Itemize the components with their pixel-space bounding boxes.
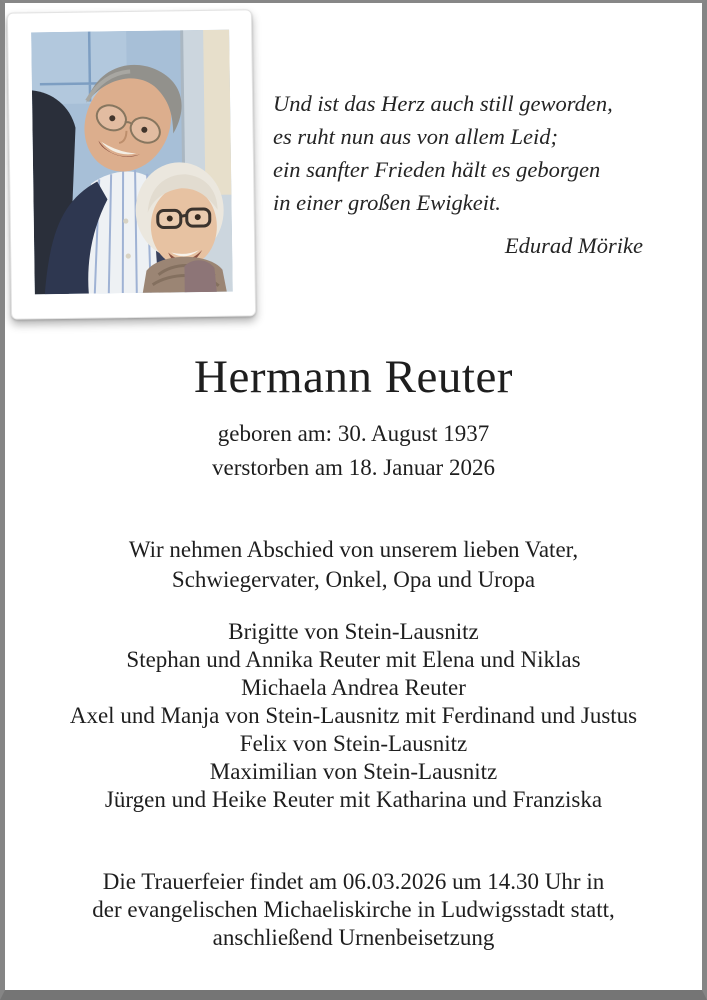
mourner-line: Brigitte von Stein-Lausnitz: [228, 619, 479, 644]
mourner-line: Axel und Manja von Stein-Lausnitz mit Ferdinand und Justus: [69, 703, 638, 728]
memorial-photo-illustration: [31, 30, 233, 295]
birth-date: geboren am: 30. August 1937: [217, 421, 490, 446]
poem-line: ein sanfter Frieden hält es geborgen: [273, 157, 601, 182]
deceased-name: Hermann Reuter: [194, 351, 513, 403]
poem-line: in einer großen Ewigkeit.: [273, 190, 501, 215]
farewell-line: Wir nehmen Abschied von unserem lieben Vater,: [128, 537, 579, 562]
mourner-line: Felix von Stein-Lausnitz: [239, 731, 468, 756]
farewell-line: Schwiegervater, Onkel, Opa und Uropa: [171, 567, 536, 592]
mourner-line: Stephan und Annika Reuter mit Elena und Niklas: [126, 647, 581, 672]
mourner-line: Jürgen und Heike Reuter mit Katharina und Franziska: [104, 787, 603, 812]
mourner-line: Maximilian von Stein-Lausnitz: [209, 759, 498, 784]
poem-attribution: Edurad Mörike: [504, 233, 643, 258]
memorial-photo: [7, 9, 256, 319]
mourner-line: Michaela Andrea Reuter: [241, 675, 466, 700]
funeral-service-info: [5, 868, 702, 952]
service-line: der evangelischen Michaeliskirche in Ludwigsstadt statt,: [92, 897, 615, 922]
service-line: anschließend Urnenbeisetzung: [212, 925, 495, 950]
mourners-list: [5, 618, 702, 814]
life-dates: [5, 417, 702, 485]
memorial-poem: [273, 87, 655, 262]
farewell-text: [5, 535, 702, 595]
death-date: verstorben am 18. Januar 2026: [212, 455, 495, 480]
poem-line: Und ist das Herz auch still geworden,: [273, 91, 613, 116]
service-line: Die Trauerfeier findet am 06.03.2026 um 14.30 Uhr in: [102, 869, 605, 894]
poem-line: es ruht nun aus von allem Leid;: [273, 124, 558, 149]
